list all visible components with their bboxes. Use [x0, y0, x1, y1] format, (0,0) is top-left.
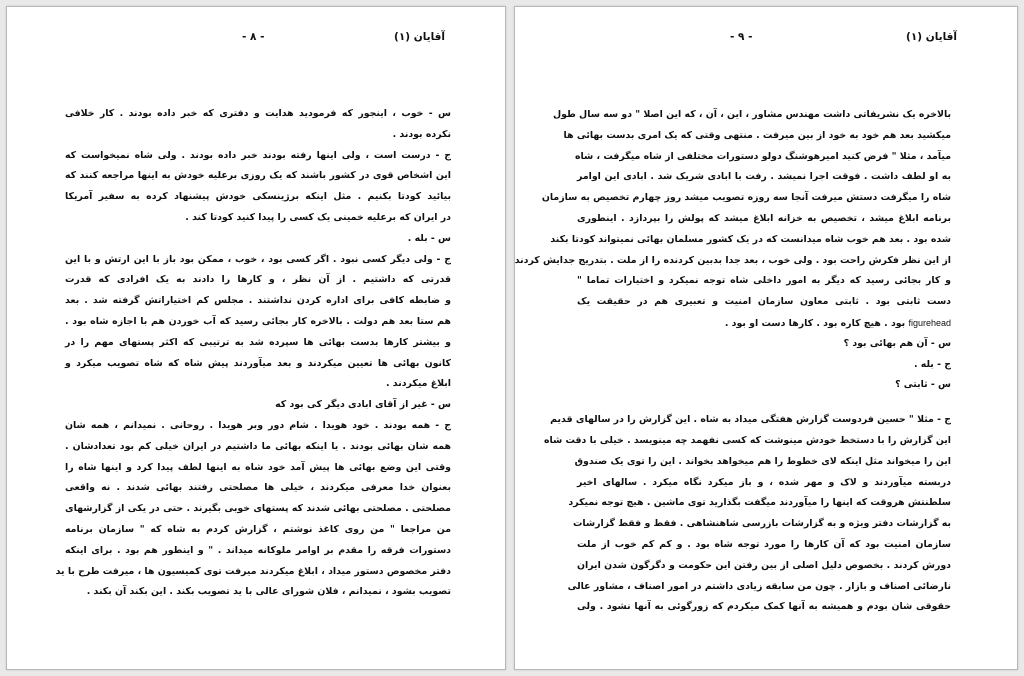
text-line: ج - ولی دیگر کسی نبود . اگر کسی بود ، خوب ، ممکن بود باز با این ارتش و با این: [65, 253, 451, 265]
text-line: همه شان بهائی بودند . یا اینکه بهائی ما داشتیم در ایران خیلی کم بود تعدادشان .: [65, 440, 451, 452]
text-line: س - ثابتی ؟: [895, 379, 951, 391]
text-line: نکرده بودند .: [392, 128, 451, 140]
page-header-title: آقایان (۱): [394, 31, 445, 43]
text-line: به گزارشات دفتر ویژه و به گزارشات بازرسی شاهنشاهی . فقط و فقط گزارشات: [572, 518, 951, 530]
text-line: [577, 313, 951, 334]
text-line: دستورات فرقه را مقدم بر اوامر ملوکانه میداند . " و اینطور هم بود . برای اینکه: [65, 544, 451, 556]
text-line: و کار بجائی رسید که دیگر به امور داخلی شاه توجه نمیکرد و اختیارات تماما ": [577, 275, 951, 287]
text-line: و بیشتر کارها بدست بهائی ها سپرده شد به ترتیبی که اکثر پستهای مهم را در: [65, 336, 451, 348]
text-line: این گزارش را با دستخط خودش مینوشت که کسی نفهمد چه مینویسد . خیلی با دقت شاه: [543, 434, 951, 446]
text-line: میآمد ، مثلا " فرض کنید امیرهوشنگ دولو دستورات مختلفی از شاه میگرفت ، شاه: [574, 150, 951, 162]
text-line: سلطنتش هروقت که اینها را میآوردند میگفت بگذارید توی ماشین . هیچ توجه نمیکرد: [568, 497, 951, 509]
text-line: وقتی این وضع بهائی ها پیش آمد خود شاه به اینها لطف پیدا کرد و اینها شاه را: [65, 461, 451, 473]
text-line: ج - همه بودند . خود هویدا . شام دور وبر هویدا . روحانی . نمیدانم ، همه شان: [65, 419, 451, 431]
text-line: و ضابطه کافی برای اداره کردن نداشتند . مجلس کم اختیاراتش گرفته شد . بعد: [65, 295, 451, 307]
text-line: سازمان امنیت بود که آن کارها را مورد توجه شاه بود . و کم کم خوب از ملت: [577, 538, 951, 550]
text-line: نارضائی اصناف و بازار . چون من سابقه زیادی داشتم در امور اصناف ، مشاور عالی: [567, 580, 951, 592]
latin-word: figurehead: [908, 317, 951, 328]
text-line: [577, 396, 951, 410]
text-line: س - غیر از آقای ابادی دیگر کی بود که: [275, 399, 451, 411]
page-header-title: آقایان (۱): [906, 31, 957, 43]
text-line: بیائید کودتا بکنیم . مثل اینکه برژینسکی خودش پیشنهاد کرده به سفیر آمریکا: [65, 191, 451, 203]
text-line: دست ثابتی بود . ثابتی معاون سازمان امنیت و تعبیری هم در حقیقت یک: [577, 296, 951, 308]
text-line: به او لطف داشت . فوقت اجرا نمیشد . رفت با ابادی شریک شد . ابادی این اوامر: [577, 171, 951, 183]
page-number: - ۸ -: [242, 31, 265, 43]
text-line: ج - مثلا " حسین فردوست گزارش هفتگی میداد به شاه . این گزارش را در سالهای قدیم: [550, 414, 951, 426]
text-line: تصویب بشود ، نمیدانم ، فلان شورای عالی با ید تصویب بکند . این بکند آن بکند .: [86, 586, 451, 598]
text-line: این را میخواند مثل اینکه لای خطوط را هم میخواهد بخواند . این را توی یک صندوق: [574, 455, 951, 467]
text-line: س - آن هم بهائی بود ؟: [843, 337, 951, 349]
text-line: این اشخاص قوی در کشور باشند که یک روزی برعلیه خودش به اینها مراجعه کنند که: [65, 170, 451, 182]
text-line: قدرتی که داشتیم . از آن نظر ، و کارها را دادند به یک افرادی که قدرت: [65, 274, 451, 286]
page-number: - ۹ -: [730, 31, 753, 43]
text-line: ج - بله .: [913, 358, 951, 370]
page-right: [514, 6, 1018, 670]
text-line: بعنوان خدا معرفی میکردند ، خیلی ها مصلحتی رفتند بهائی شدند . نه واقعی: [65, 482, 451, 494]
text-line: شده بود . بعد هم خوب شاه میدانست که در یک کشور مسلمان بهائی نمیتواند کودتا بکند: [550, 233, 951, 245]
text-line: دربسته میآوردند و لاک و مهر شده ، و باز میکرد نگاه میکرد . سالهای اخیر: [577, 476, 951, 488]
line-text: بود . هیچ کاره بود . کارها دست او بود .: [724, 317, 906, 329]
page-body-text: [514, 105, 951, 618]
page-body-text: [55, 104, 451, 603]
text-line: میکشید بعد هم خود به خود از بین میرفت . منتهی وقتی که یک امری بدست بهائی ها: [563, 129, 951, 141]
text-line: ابلاغ میکردند .: [385, 378, 451, 390]
text-line: از این نظر فکرش راحت بود . ولی خوب ، بعد جدا بدبین کردنده را از ملت . بتدریج جدایش کردند: [514, 254, 951, 266]
text-line: من مراجعا " من روی کاغذ نوشتم ، گزارش کردم به شاه که " سازمان برنامه: [65, 523, 451, 535]
text-line: برنامه ابلاغ میشد ، تخصیص به خزانه ابلاغ میشد که پولش را بپردازد . اینطوری: [577, 212, 951, 224]
text-line: دورش کردند . بخصوص دلیل اصلی از بین رفتن این حکومت و دگرگون شدن ایران: [577, 559, 951, 571]
text-line: مصلحتی . مصلحتی بهائی شدند که پستهای خوبی بگیرند . حتی در یکی از گزارشهای: [65, 503, 451, 515]
text-line: دفتر مخصوص دستور میداد ، ابلاغ میکردند میرفت توی کمیسیون ها ، میرفت طرح با ید: [55, 565, 451, 577]
text-line: هم ستا بعد هم دولت . بالاخره کار بجائی رسید که آب خوردن هم با اجازه شاه بود .: [65, 315, 451, 327]
text-line: س - خوب ، اینجور که فرمودید هدایت و دفتری که خبر داده بودند . کار خلافی: [65, 108, 451, 119]
text-line: کانون بهائی ها تعیین میکردند و بعد میآوردند پیش شاه که شاه تصویب میکرد و: [65, 357, 451, 369]
text-line: س - بله .: [407, 232, 451, 244]
page-left: [6, 6, 506, 670]
text-line: بالاخره یک نشریفاتی داشت مهندس مشاور ، این ، آن ، که این اصلا " دو سه سال طول: [552, 109, 951, 120]
text-line: حقوقی شان بودم و همیشه به آنها کمک میکردم که زورگوئی به آنها نشود . ولی: [577, 601, 951, 613]
text-line: در ایران که برعلیه خمینی یک کسی را پیدا کنید کودتا کند .: [185, 211, 451, 223]
text-line: شاه را میگرفت دستش میرفت آنجا سه روزه تصویب میشد روز چهارم تخصیص به سازمان: [541, 192, 951, 204]
text-line: ج - درست است ، ولی اینها رفته بودند خبر داده بودند . ولی شاه نمیخواست که: [65, 149, 451, 161]
